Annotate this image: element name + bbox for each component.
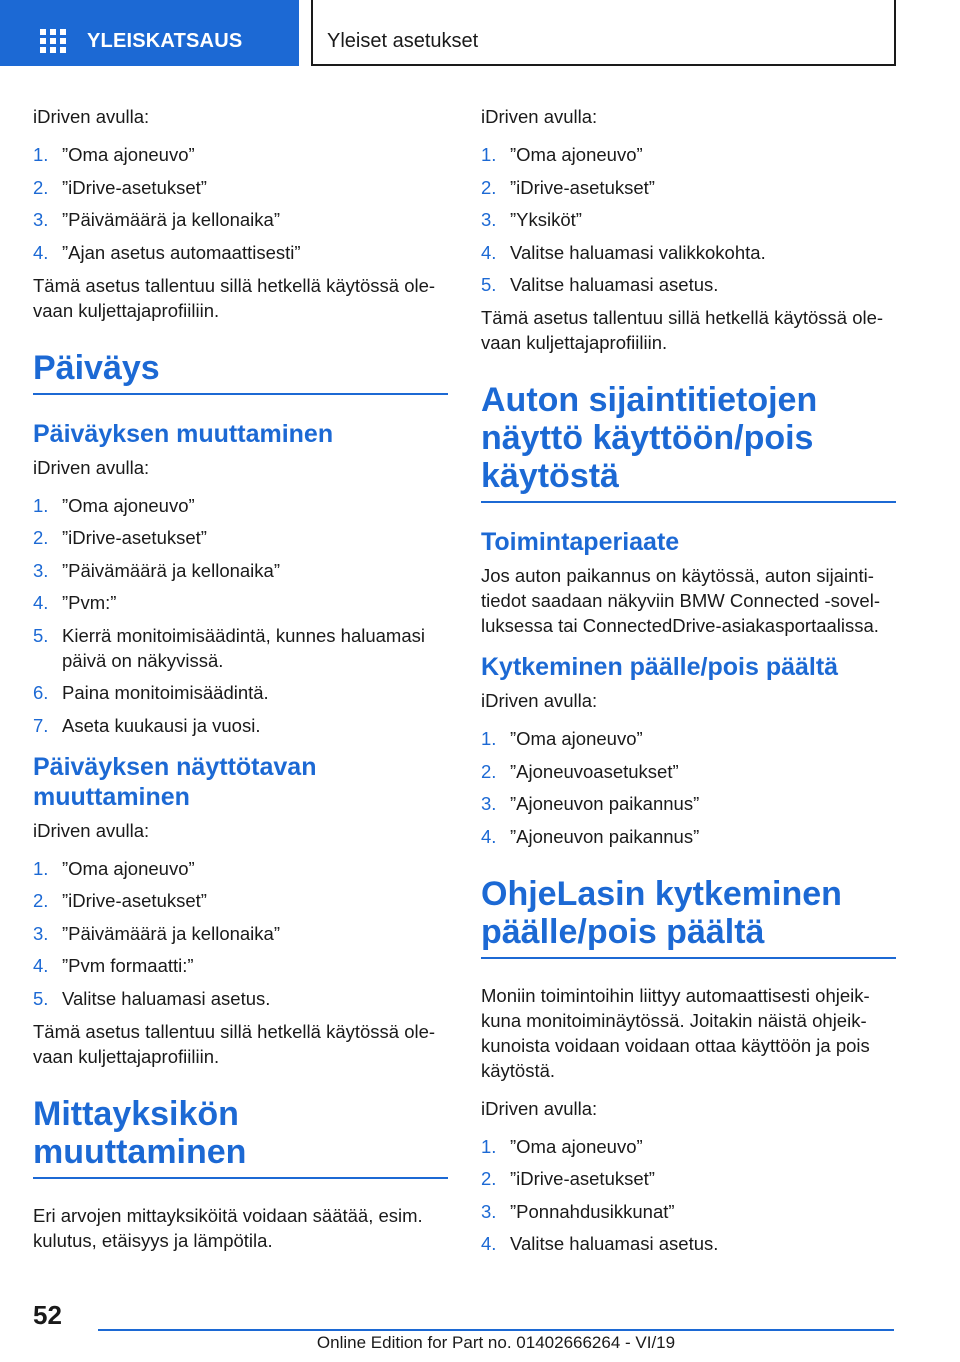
step-text: ”Ajoneuvon paikannus” <box>510 793 700 814</box>
step-text: ”iDrive-asetukset” <box>62 890 207 911</box>
step-number: 1. <box>33 144 49 165</box>
step-number: 5. <box>33 987 49 1009</box>
list-item <box>33 493 448 518</box>
list-item <box>33 240 448 265</box>
step-number: 1. <box>481 1135 497 1157</box>
list-item <box>481 240 896 265</box>
help-text: Moniin toimintoihin liittyy automaattisesti ohjeikkuna monitoiminäytössä. Joitakin näistä ohjeikkunoista voidaan voidaan ottaa käyttöön ja pois käytöstä. <box>481 984 870 1081</box>
heading-date: Päiväys <box>33 349 448 395</box>
change-format-steps <box>33 856 448 1011</box>
step-text: ”Ajan asetus automaattisesti” <box>62 241 301 263</box>
step-number: 1. <box>33 857 49 879</box>
step-number: 1. <box>33 494 49 516</box>
step-number: 1. <box>481 728 497 749</box>
units-intro: iDriven avulla: <box>481 106 598 127</box>
step-number: 7. <box>33 714 49 736</box>
heading-change-format: Päiväyksen näyttötavan muuttaminen <box>33 752 317 811</box>
step-text: Valitse haluamasi asetus. <box>510 274 719 295</box>
time-note: Tämä asetus tallentuu sillä hetkellä käytössä olevaan kuljettajaprofiiliin. <box>33 274 436 321</box>
footer-divider <box>98 1329 894 1331</box>
step-text: Aseta kuukausi ja vuosi. <box>62 714 261 736</box>
step-number: 4. <box>33 592 49 613</box>
left-column <box>33 104 448 1266</box>
step-text: ”Päivämäärä ja kellonaika” <box>62 559 280 581</box>
step-number: 4. <box>33 955 49 976</box>
list-item <box>33 590 448 615</box>
list-item <box>481 791 896 816</box>
list-item <box>33 856 448 881</box>
list-item <box>33 175 448 200</box>
footer-edition: Online Edition for Part no. 01402666264 - VI/19 <box>316 1333 676 1352</box>
change-format-intro: iDriven avulla: <box>33 819 150 841</box>
step-number: 2. <box>33 176 49 198</box>
step-number: 4. <box>481 241 497 263</box>
heading-units: Mittayksikön muuttaminen <box>33 1095 448 1179</box>
format-note: Tämä asetus tallentuu sillä hetkellä käytössä olevaan kuljettajaprofiiliin. <box>33 1020 436 1067</box>
step-number: 2. <box>481 1168 497 1189</box>
list-item <box>481 1166 896 1191</box>
step-text: ”Pvm formaatti:” <box>62 955 194 976</box>
tab-overview-label: YLEISKATSAUS <box>87 30 243 52</box>
step-number: 3. <box>481 793 497 814</box>
principle-text: Jos auton paikannus on käytössä, auton sijaintitiedot saadaan näkyviin BMW Connected -sovelluksessa tai ConnectedDrive-asiakasportaalissa. <box>481 565 880 636</box>
step-number: 5. <box>481 274 497 295</box>
help-intro: iDriven avulla: <box>481 1097 598 1119</box>
page-header <box>0 0 960 66</box>
list-item <box>481 759 896 784</box>
help-steps <box>481 1134 896 1257</box>
step-text: ”iDrive-asetukset” <box>62 176 207 198</box>
heading-toggle: Kytkeminen päälle/pois päältä <box>481 653 839 681</box>
step-text: ”Oma ajoneuvo” <box>62 857 195 879</box>
step-text: ”Oma ajoneuvo” <box>62 144 195 165</box>
step-text: ”iDrive-asetukset” <box>510 1168 655 1189</box>
list-item <box>33 207 448 232</box>
step-number: 6. <box>33 682 49 703</box>
step-number: 2. <box>33 890 49 911</box>
list-item <box>33 888 448 913</box>
step-number: 3. <box>33 559 49 581</box>
units-text: Eri arvojen mittayksiköitä voidaan säätää, esim. kulutus, etäisyys ja lämpötila. <box>33 1204 423 1251</box>
step-text: ”Yksiköt” <box>510 209 582 230</box>
list-item <box>33 680 448 705</box>
toggle-steps <box>481 726 896 849</box>
page-number: 52 <box>33 1300 62 1330</box>
step-text: ”Pvm:” <box>62 592 117 613</box>
step-text: ”iDrive-asetukset” <box>62 527 207 548</box>
heading-help: OhjeLasin kytkeminen päälle/pois päältä <box>481 875 896 959</box>
heading-change-date: Päiväyksen muuttaminen <box>33 419 334 448</box>
section-title: Yleiset asetukset <box>327 30 479 52</box>
right-column <box>481 104 896 1264</box>
step-number: 4. <box>481 1233 497 1254</box>
list-item <box>33 713 448 738</box>
step-text: ”Oma ajoneuvo” <box>62 494 195 516</box>
list-item <box>33 623 448 673</box>
step-text: ”Ajoneuvon paikannus” <box>510 825 700 847</box>
step-number: 3. <box>33 922 49 944</box>
heading-location: Auton sijaintitietojen näyttö käyttöön/pois käytöstä <box>481 381 896 503</box>
step-text: ”Oma ajoneuvo” <box>510 144 643 165</box>
step-text: Kierrä monitoimisäädintä, kunnes haluamasi päivä on näkyvissä. <box>62 624 425 671</box>
tab-overview[interactable] <box>0 0 299 66</box>
list-item <box>481 1199 896 1224</box>
list-item <box>33 921 448 946</box>
step-number: 3. <box>481 1200 497 1222</box>
list-item <box>481 726 896 751</box>
time-steps <box>33 142 448 265</box>
list-item <box>33 142 448 167</box>
change-date-steps <box>33 493 448 738</box>
list-item <box>33 953 448 978</box>
units-steps <box>481 142 896 297</box>
step-text: ”Ponnahdusikkunat” <box>510 1200 675 1222</box>
heading-principle: Toimintaperiaate <box>481 528 680 556</box>
list-item <box>481 272 896 297</box>
list-item <box>481 824 896 849</box>
step-text: ”Ajoneuvoasetukset” <box>510 760 679 782</box>
step-text: ”iDrive-asetukset” <box>510 176 655 198</box>
intro-text: iDriven avulla: <box>33 106 150 127</box>
list-item <box>33 986 448 1011</box>
list-item <box>481 142 896 167</box>
step-number: 1. <box>481 144 497 165</box>
list-item <box>481 175 896 200</box>
step-text: Paina monitoimisäädintä. <box>62 682 269 703</box>
step-text: ”Päivämäärä ja kellonaika” <box>62 209 280 230</box>
section-tab[interactable] <box>311 0 896 66</box>
step-number: 2. <box>33 527 49 548</box>
step-number: 3. <box>33 209 49 230</box>
list-item <box>481 1231 896 1256</box>
change-date-intro: iDriven avulla: <box>33 456 150 478</box>
step-text: Valitse haluamasi asetus. <box>62 987 271 1009</box>
step-number: 2. <box>481 176 497 198</box>
list-item <box>33 558 448 583</box>
step-text: Valitse haluamasi valikkokohta. <box>510 241 766 263</box>
step-number: 3. <box>481 209 497 230</box>
step-number: 4. <box>33 241 49 263</box>
step-text: Valitse haluamasi asetus. <box>510 1233 719 1254</box>
step-number: 4. <box>481 825 497 847</box>
step-number: 2. <box>481 760 497 782</box>
list-item <box>481 207 896 232</box>
grid-icon <box>40 29 66 53</box>
toggle-intro: iDriven avulla: <box>481 690 598 711</box>
list-item <box>33 525 448 550</box>
list-item <box>481 1134 896 1159</box>
step-number: 5. <box>33 624 49 646</box>
step-text: ”Päivämäärä ja kellonaika” <box>62 922 280 944</box>
units-note: Tämä asetus tallentuu sillä hetkellä käytössä olevaan kuljettajaprofiiliin. <box>481 307 884 353</box>
step-text: ”Oma ajoneuvo” <box>510 728 643 749</box>
step-text: ”Oma ajoneuvo” <box>510 1135 643 1157</box>
